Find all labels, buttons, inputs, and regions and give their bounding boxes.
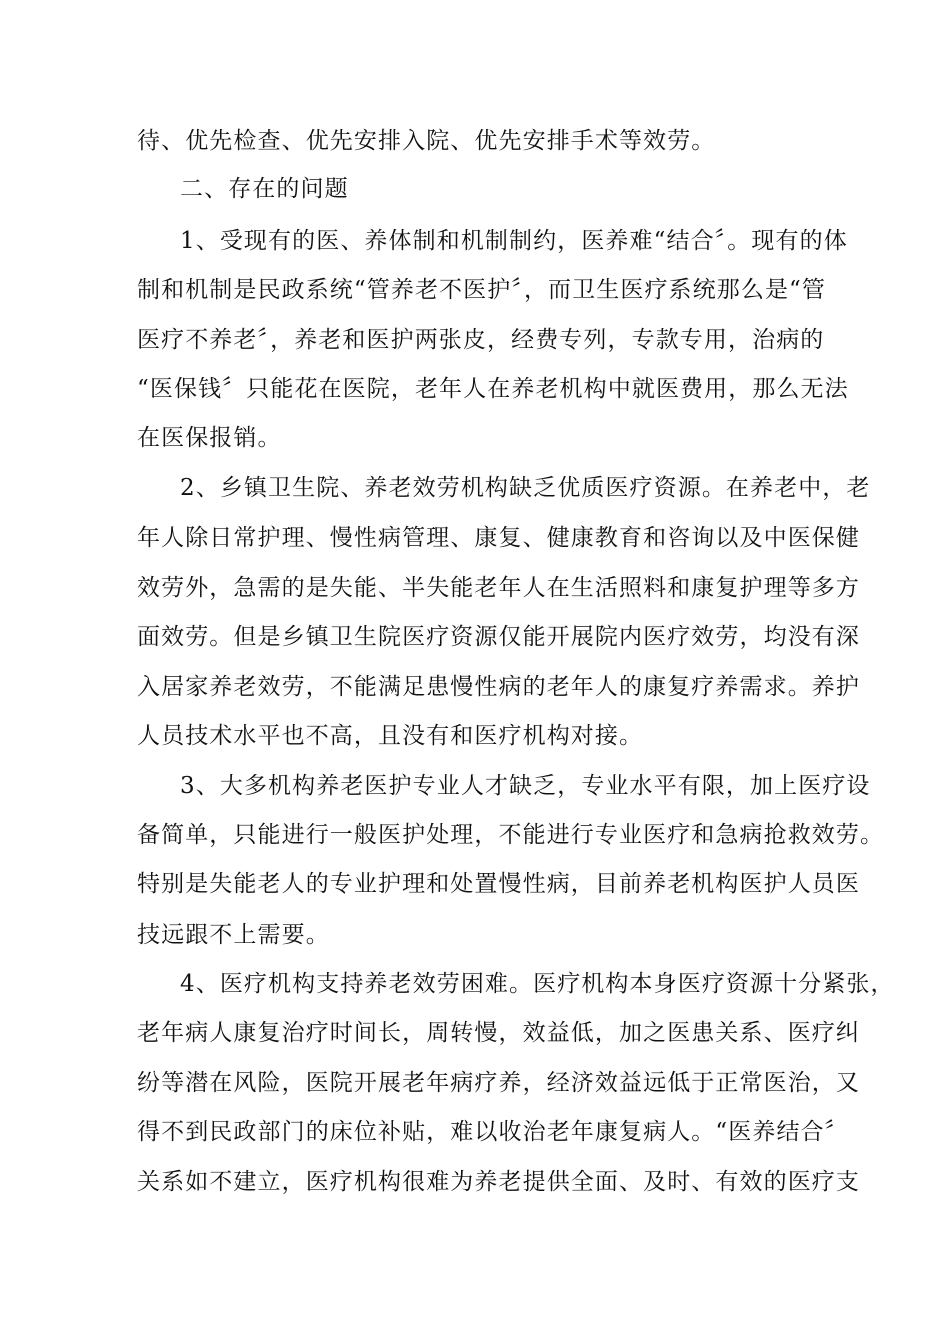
text-line: 1、受现有的医、养体制和机制制约，医养难“结合〞。现有的体 bbox=[180, 228, 848, 254]
text-line: 特别是失能老人的专业护理和处置慢性病，目前养老机构医护人员医 bbox=[137, 871, 860, 897]
text-line: 入居家养老效劳，不能满足患慢性病的老年人的康复疗养需求。养护 bbox=[137, 674, 860, 700]
text-line: 年人除日常护理、慢性病管理、康复、健康教育和咨询以及中医保健 bbox=[137, 525, 860, 551]
text-line: 备简单，只能进行一般医护处理，不能进行专业医疗和急病抢救效劳。 bbox=[137, 822, 885, 848]
text-line: 2、乡镇卫生院、养老效劳机构缺乏优质医疗资源。在养老中，老 bbox=[180, 475, 871, 501]
text-line: 得不到民政部门的床位补贴，难以收治老年康复病人。“医养结合〞 bbox=[137, 1119, 849, 1145]
text-line: 效劳外，急需的是失能、半失能老年人在生活照料和康复护理等多方 bbox=[137, 575, 860, 601]
text-line: 人员技术水平也不高，且没有和医疗机构对接。 bbox=[137, 723, 644, 749]
text-line: 3、大多机构养老医护专业人才缺乏，专业水平有限，加上医疗设 bbox=[180, 773, 871, 799]
text-line: 待、优先检查、优先安排入院、优先安排手术等效劳。 bbox=[137, 128, 716, 154]
text-line: 纷等潜在风险，医院开展老年病疗养，经济效益远低于正常医治，又 bbox=[137, 1070, 860, 1096]
text-line: 医疗不养老〞，养老和医护两张皮，经费专列，专款专用，治病的 bbox=[137, 327, 825, 353]
text-line: 技远跟不上需要。 bbox=[137, 922, 330, 948]
text-line: 在医保报销。 bbox=[137, 425, 282, 451]
text-line: 制和机制是民政系统“管养老不医护〞，而卫生医疗系统那么是“管 bbox=[137, 277, 827, 303]
section-heading: 二、存在的问题 bbox=[180, 176, 349, 202]
text-line: 老年病人康复治疗时间长，周转慢，效益低，加之医患关系、医疗纠 bbox=[137, 1020, 860, 1046]
text-line: 关系如不建立，医疗机构很难为养老提供全面、及时、有效的医疗支 bbox=[137, 1169, 860, 1195]
text-line: “医保钱〞只能花在医院，老年人在养老机构中就医费用，那么无法 bbox=[137, 376, 849, 402]
text-line: 面效劳。但是乡镇卫生院医疗资源仅能开展院内医疗效劳，均没有深 bbox=[137, 624, 860, 650]
text-line: 4、医疗机构支持养老效劳困难。医疗机构本身医疗资源十分紧张， bbox=[180, 971, 895, 997]
